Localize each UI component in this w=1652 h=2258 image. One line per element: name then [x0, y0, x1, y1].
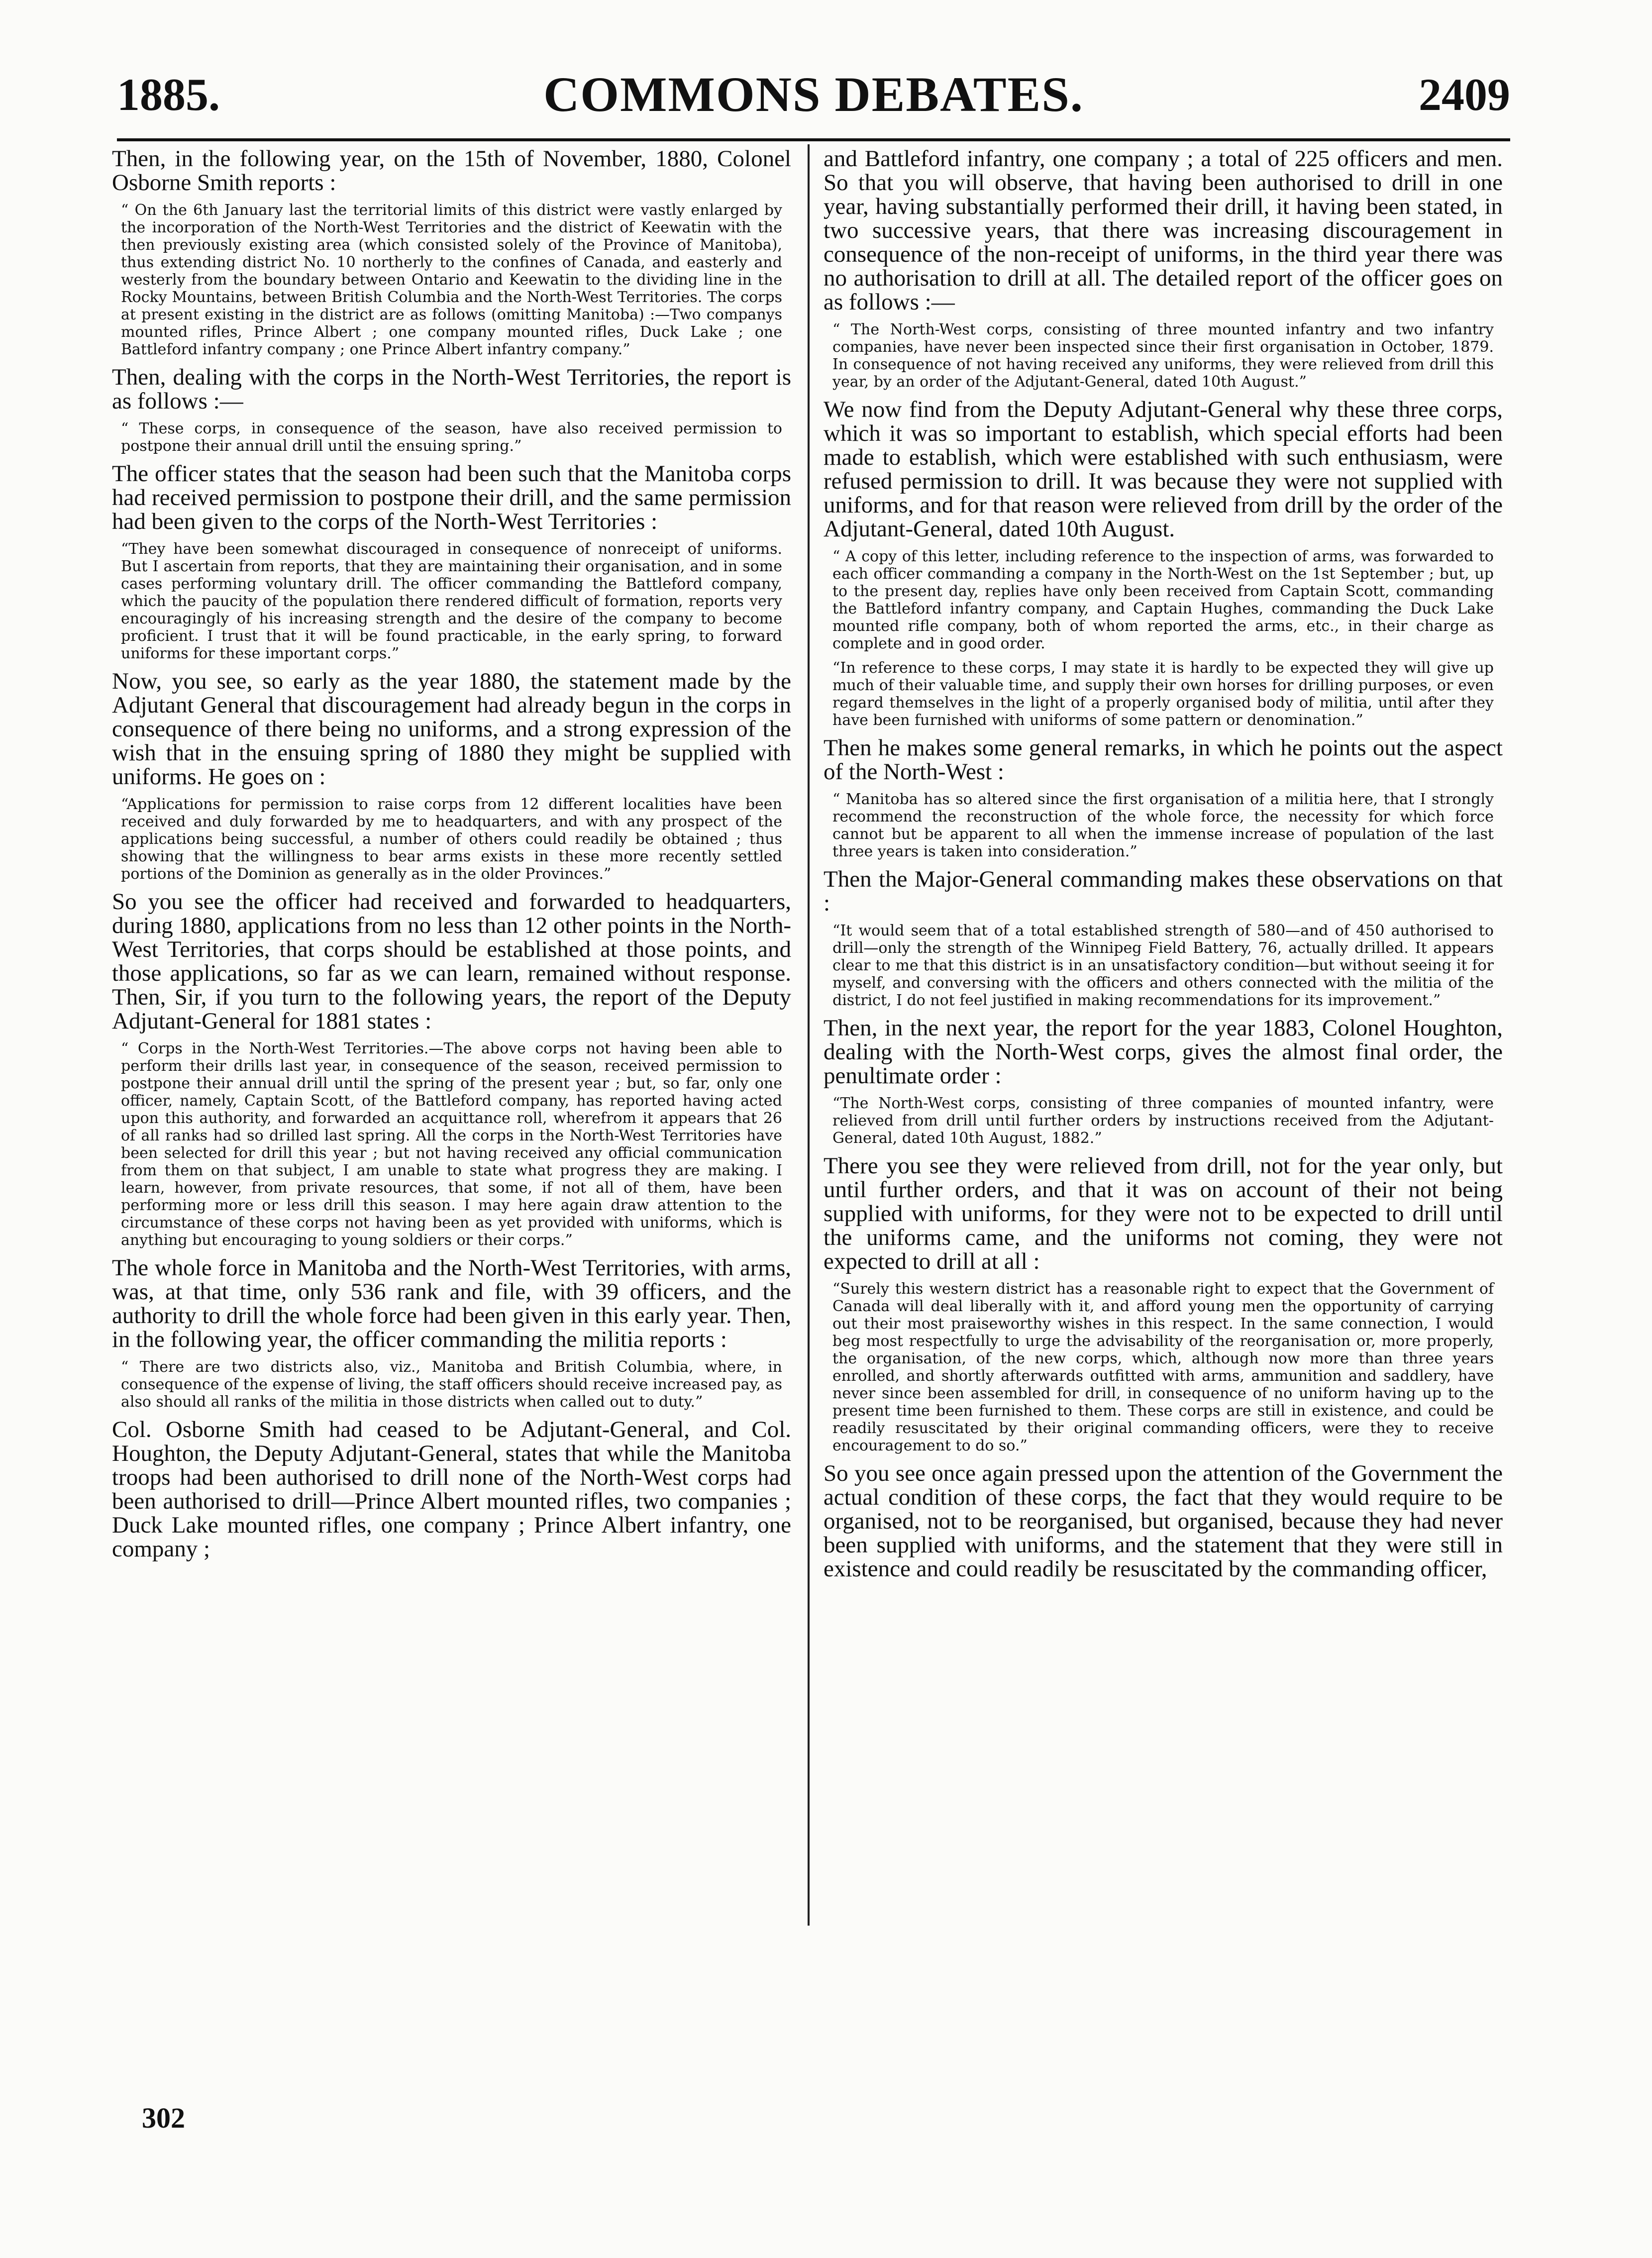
- body-paragraph: Col. Osborne Smith had ceased to be Adjutant-General, and Col. Houghton, the Deputy Adjutant-General, states that while the Manitoba troops had been authorised to drill none of the North-West corps had been authorised to drill—Prince Albert mounted rifles, two companies ; Duck Lake mounted rifles, one company ; Prince Albert infantry, one company ;: [112, 1417, 791, 1562]
- quoted-passage: “ The North-West corps, consisting of three mounted infantry and two infantry companies, have never been inspected since their first organisation in October, 1879. In consequence of not having received any uniforms, they were relieved from drill this year, by an order of the Adjutant-General, dated 10th August.”: [832, 321, 1494, 391]
- body-paragraph: We now find from the Deputy Adjutant-General why these three corps, which it was so important to establish, which special efforts had been made to establish, which were established with such enthusiasm, were refused permission to drill. It was because they were not supplied with uniforms, and for that reason were relieved from drill by the order of the Adjutant-General, dated 10th August.: [824, 397, 1503, 542]
- body-paragraph: Then, dealing with the corps in the North-West Territories, the report is as follows :—: [112, 364, 791, 414]
- header-page-number: 2409: [1419, 69, 1510, 120]
- body-paragraph: So you see once again pressed upon the attention of the Government the actual condition of these corps, the fact that they would require to be organised, not to be reorganised, but organised, because they had never been supplied with uniforms, and the statement that they were still in existence and could readily be resuscitated by the commanding officer,: [824, 1460, 1503, 1582]
- body-paragraph: and Battleford infantry, one company ; a total of 225 officers and men. So that you will observe, that having been authorised to drill in one year, having substantially performed their drill, it having been stated, in two successive years, that there was increasing discouragement in consequence of the non-receipt of uniforms, in the third year there was no authorisation to drill at all. The detailed report of the officer goes on as follows :—: [824, 147, 1503, 315]
- quoted-passage: “They have been somewhat discouraged in consequence of nonreceipt of uniforms. But I ascertain from reports, that they are maintaining their organisation, and in some cases performing voluntary drill. The officer commanding the Battleford company, which the paucity of the population there rendered difficult of formation, reports very encouragingly of his increasing strength and the desire of the company to become proficient. I trust that it will be found practicable, in the early spring, to forward uniforms for these important corps.”: [121, 540, 782, 662]
- body-paragraph: Then the Major-General commanding makes these observations on that :: [824, 866, 1503, 916]
- body-paragraph: Then he makes some general remarks, in which he points out the aspect of the North-West :: [824, 735, 1503, 785]
- quoted-passage: “ Manitoba has so altered since the first organisation of a militia here, that I strongly recommend the reconstruction of the whole force, the necessity for which force cannot but be apparent to all when the immense increase of population of the last three years is taken into consideration.”: [832, 791, 1494, 860]
- header-year: 1885.: [117, 69, 220, 120]
- left-column: [112, 147, 791, 1928]
- quoted-passage: “ Corps in the North-West Territories.—The above corps not having been able to perform their drills last year, in consequence of the season, received permission to postpone their annual drill until the spring of the present year ; but, so far, only one officer, namely, Captain Scott, of the Battleford company, has reported having acted upon this authority, and forwarded an acquittance roll, wherefrom it appears that 26 of all ranks had so drilled last spring. All the corps in the North-West Territories have been selected for drill this year ; but not having received any official communication from them on that subject, I am unable to state what progress they are making. I learn, however, from private resources, that some, if not all of them, have been performing more or less drill this season. I may here again draw attention to the circumstance of these corps not having been as yet provided with uniforms, which is anything but encouraging to young soldiers or their corps.”: [121, 1040, 782, 1249]
- quoted-passage: “In reference to these corps, I may state it is hardly to be expected they will give up much of their valuable time, and supply their own horses for drilling purposes, or even regard themselves in the light of a properly organised body of militia, until after they have been furnished with uniforms of some pattern or denomination.”: [832, 659, 1494, 729]
- column-divider: [808, 144, 810, 1926]
- header-rule: [117, 138, 1510, 141]
- quoted-passage: “Applications for permission to raise corps from 12 different localities have been received and duly forwarded by me to headquarters, and with any prospect of the applications being successful, a number of others could readily be obtained ; thus showing that the willingness to bear arms exists in these more recently settled portions of the Dominion as generally as in the older Provinces.”: [121, 796, 782, 883]
- body-paragraph: So you see the officer had received and forwarded to headquarters, during 1880, applications from no less than 12 other points in the North-West Territories, that corps should be established at those points, and those applications, so far as we can learn, remained without response. Then, Sir, if you turn to the following years, the report of the Deputy Adjutant-General for 1881 states :: [112, 889, 791, 1034]
- body-paragraph: The whole force in Manitoba and the North-West Territories, with arms, was, at that time, only 536 rank and file, with 39 officers, and the authority to drill the whole force had been given in this early year. Then, in the following year, the officer commanding the militia reports :: [112, 1255, 791, 1352]
- body-paragraph: There you see they were relieved from drill, not for the year only, but until further orders, and that it was on account of their not being supplied with uniforms, for they were not to be expected to drill until the uniforms came, and the uniforms not coming, they were not expected to drill at all :: [824, 1153, 1503, 1274]
- right-column: [824, 147, 1503, 1928]
- quoted-passage: “Surely this western district has a reasonable right to expect that the Government of Canada will deal liberally with it, and afford young men the opportunity of carrying out their most praiseworthy wishes in this respect. In the same connection, I would beg most respectfully to urge the advisability of the reorganisation or, more properly, the organisation, of the new corps, which, although now more than three years enrolled, and shortly afterwards outfitted with arms, ammunition and saddlery, have never since been assembled for drill, in consequence of no uniform having up to the present time been furnished to them. These corps are still in existence, and could be readily resuscitated by their original commanding officers, were they to receive encouragement to do so.”: [832, 1280, 1494, 1454]
- quoted-passage: “ These corps, in consequence of the season, have also received permission to postpone their annual drill until the ensuing spring.”: [121, 420, 782, 455]
- quoted-passage: “The North-West corps, consisting of three companies of mounted infantry, were relieved from drill until further orders by instructions received from the Adjutant-General, dated 10th August, 1882.”: [832, 1095, 1494, 1147]
- quoted-passage: “It would seem that of a total established strength of 580—and of 450 authorised to drill—only the strength of the Winnipeg Field Battery, 76, actually drilled. It appears clear to me that this district is in an unsatisfactory condition—but without seeing it for myself, and conversing with the officers and others connected with the militia of the district, I do not feel justified in making recommendations for its improvement.”: [832, 922, 1494, 1009]
- quoted-passage: “ A copy of this letter, including reference to the inspection of arms, was forwarded to each officer commanding a company in the North-West on the 1st September ; but, up to the present day, replies have only been received from Captain Scott, commanding the Battleford infantry company, and Captain Hughes, commanding the Duck Lake mounted rifle company, both of whom reported the arms, etc., in their charge as complete and in good order.: [832, 548, 1494, 652]
- quoted-passage: “ On the 6th January last the territorial limits of this district were vastly enlarged by the incorporation of the North-West Territories and the district of Keewatin with the then previously existing area (which consisted solely of the Province of Manitoba), thus extending district No. 10 northerly to the confines of Canada, and easterly and westerly from the boundary between Ontario and Keewatin to the dividing line in the Rocky Mountains, between British Columbia and the North-West Territories. The corps at present existing in the district are as follows (omitting Manitoba) :—Two companys mounted rifles, Prince Albert ; one company mounted rifles, Duck Lake ; one Battleford infantry company ; one Prince Albert infantry company.”: [121, 202, 782, 358]
- body-paragraph: Then, in the next year, the report for the year 1883, Colonel Houghton, dealing with the North-West corps, gives the almost final order, the penultimate order :: [824, 1015, 1503, 1089]
- running-header: [117, 67, 1510, 132]
- signature-mark: 302: [142, 2102, 185, 2134]
- quoted-passage: “ There are two districts also, viz., Manitoba and British Columbia, where, in consequence of the expense of living, the staff officers should receive increased pay, as also should all ranks of the militia in those districts when called out to duty.”: [121, 1358, 782, 1411]
- body-paragraph: Then, in the following year, on the 15th of November, 1880, Colonel Osborne Smith reports :: [112, 147, 791, 196]
- body-paragraph: Now, you see, so early as the year 1880, the statement made by the Adjutant General that discouragement had already begun in the corps in consequence of there being no uniforms, and a strong expression of the wish that in the ensuing spring of 1880 they might be supplied with uniforms. He goes on :: [112, 668, 791, 790]
- body-paragraph: The officer states that the season had been such that the Manitoba corps had received permission to postpone their drill, and the same permission had been given to the corps of the North-West Territories :: [112, 461, 791, 534]
- header-title: COMMONS DEBATES.: [543, 67, 1084, 122]
